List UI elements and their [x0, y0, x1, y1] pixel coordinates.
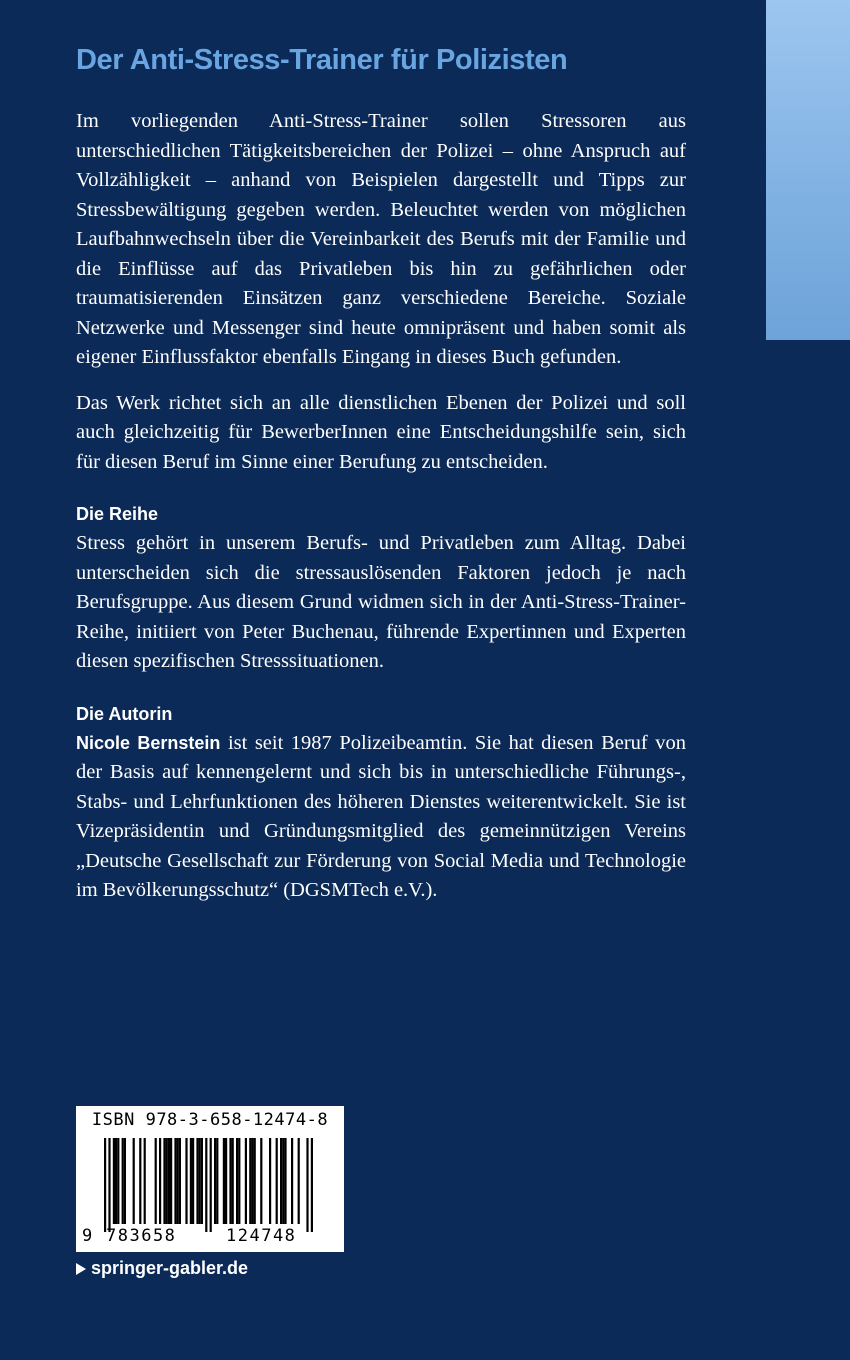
triangle-right-icon — [76, 1263, 86, 1275]
barcode-bar — [179, 1138, 181, 1224]
barcode-bar — [139, 1138, 141, 1224]
barcode-bar — [249, 1138, 251, 1224]
barcode-bar — [254, 1138, 256, 1224]
barcode-bar — [124, 1138, 126, 1224]
barcode-bar — [122, 1138, 124, 1224]
barcode-bar — [108, 1138, 110, 1232]
barcode-bar — [284, 1138, 286, 1224]
barcode-bar — [104, 1138, 106, 1232]
barcode-bar — [306, 1138, 308, 1232]
intro-paragraph-2: Das Werk richtet sich an alle dienstlichen Ebenen der Polizei und soll auch gleichzeitig für BewerberInnen eine Entscheidungshilfe sein, sich für diesen Beruf im Sinne einer Berufung zu entscheiden. — [76, 391, 686, 473]
barcode-bar — [229, 1138, 231, 1224]
barcode-bar — [251, 1138, 253, 1224]
barcode-bar — [232, 1138, 234, 1224]
barcode-digits-right: 124748 — [226, 1226, 297, 1246]
barcode-bar — [298, 1138, 300, 1224]
barcode-bar — [236, 1138, 238, 1224]
barcode-bar — [238, 1138, 240, 1224]
barcode-bar — [205, 1138, 207, 1232]
barcode-bar — [170, 1138, 172, 1224]
barcode-digits-left: 783658 — [106, 1226, 177, 1246]
barcode-bar — [190, 1138, 192, 1224]
author-bio: ist seit 1987 Polizeibeamtin. Sie hat diesen Beruf von der Basis auf kennengelernt und sich bis in unterschiedliche Führungs-, Stabs- und Lehrfunktionen des höheren Dienstes weiterentwickelt. Sie ist Vizepräsidentin und Gründungsmitglied des gemeinnützigen Vereins „Deutsche Gesellschaft zur Förderung von Social Media und Technologie im Bevölkerungsschutz“ (DGSMTech e.V.). — [76, 731, 687, 901]
barcode-bar — [199, 1138, 201, 1224]
barcode-bar — [269, 1138, 271, 1224]
barcode-bar — [115, 1138, 117, 1224]
barcode-bar — [168, 1138, 170, 1224]
barcode-bar — [174, 1138, 176, 1224]
back-cover-text — [76, 44, 686, 906]
barcode-bar — [117, 1138, 119, 1224]
barcode-bar — [214, 1138, 216, 1224]
series-heading: Die Reihe — [76, 504, 159, 524]
barcode-bar — [311, 1138, 313, 1232]
isbn-barcode — [76, 1106, 344, 1252]
barcode-digits — [82, 1226, 342, 1246]
isbn-label: ISBN 978-3-658-12474-8 — [91, 1110, 329, 1130]
barcode-bar — [166, 1138, 168, 1224]
barcode-bar — [291, 1138, 293, 1224]
barcode-bar — [192, 1138, 194, 1224]
barcode-bar — [155, 1138, 157, 1224]
publisher-website-text: springer-gabler.de — [91, 1258, 249, 1278]
barcode-bar — [216, 1138, 218, 1224]
barcode-bar — [280, 1138, 282, 1224]
accent-strip — [766, 0, 850, 340]
barcode-bar — [177, 1138, 179, 1224]
barcode-bar — [163, 1138, 165, 1224]
barcode-bar — [159, 1138, 161, 1224]
publisher-website-link[interactable] — [76, 1258, 248, 1279]
author-name: Nicole Bernstein — [76, 732, 221, 753]
barcode-bar — [260, 1138, 262, 1224]
barcode-bars — [104, 1138, 324, 1238]
series-paragraph: Stress gehört in unserem Berufs- und Privatleben zum Alltag. Dabei unterscheiden sich die stressauslösenden Faktoren jedoch je nach Berufsgruppe. Aus diesem Grund widmen sich in der Anti-Stress-Trainer-Reihe, initiiert von Peter Buchenau, führende Expertinnen und Experten diesen spezifischen Stresssituationen. — [76, 532, 686, 672]
barcode-bar — [185, 1138, 187, 1224]
author-heading: Die Autorin — [76, 703, 173, 724]
barcode-bar — [210, 1138, 212, 1232]
barcode-bar — [245, 1138, 247, 1224]
barcode-bar — [282, 1138, 284, 1224]
barcode-bar — [201, 1138, 203, 1224]
barcode-bar — [144, 1138, 146, 1224]
barcode-bar — [113, 1138, 115, 1224]
intro-paragraph-1: Im vorliegenden Anti-Stress-Trainer sollen Stressoren aus unterschiedlichen Tätigkeitsbereichen der Polizei – ohne Anspruch auf Vollzähligkeit – anhand von Beispielen dargestellt und Tipps zur Stressbewältigung gegeben werden. Beleuchtet werden von möglichen Laufbahnwechseln über die Vereinbarkeit des Berufs mit der Familie und die Einflüsse auf das Privatleben bis hin zu gefährlichen oder traumatisierenden Einsätzen ganz verschiedene Bereiche. Soziale Netzwerke und Messenger sind heute omnipräsent und haben somit als eigener Einflussfaktor ebenfalls Eingang in dieses Buch gefunden. — [76, 110, 686, 368]
barcode-bar — [276, 1138, 278, 1224]
page-title: Der Anti-Stress-Trainer für Polizisten — [76, 44, 568, 76]
barcode-bar — [223, 1138, 225, 1224]
barcode-bar — [196, 1138, 198, 1224]
barcode-bar — [225, 1138, 227, 1224]
barcode-digit-first: 9 — [82, 1226, 93, 1246]
author-paragraph — [76, 729, 686, 906]
barcode-bar — [133, 1138, 135, 1224]
